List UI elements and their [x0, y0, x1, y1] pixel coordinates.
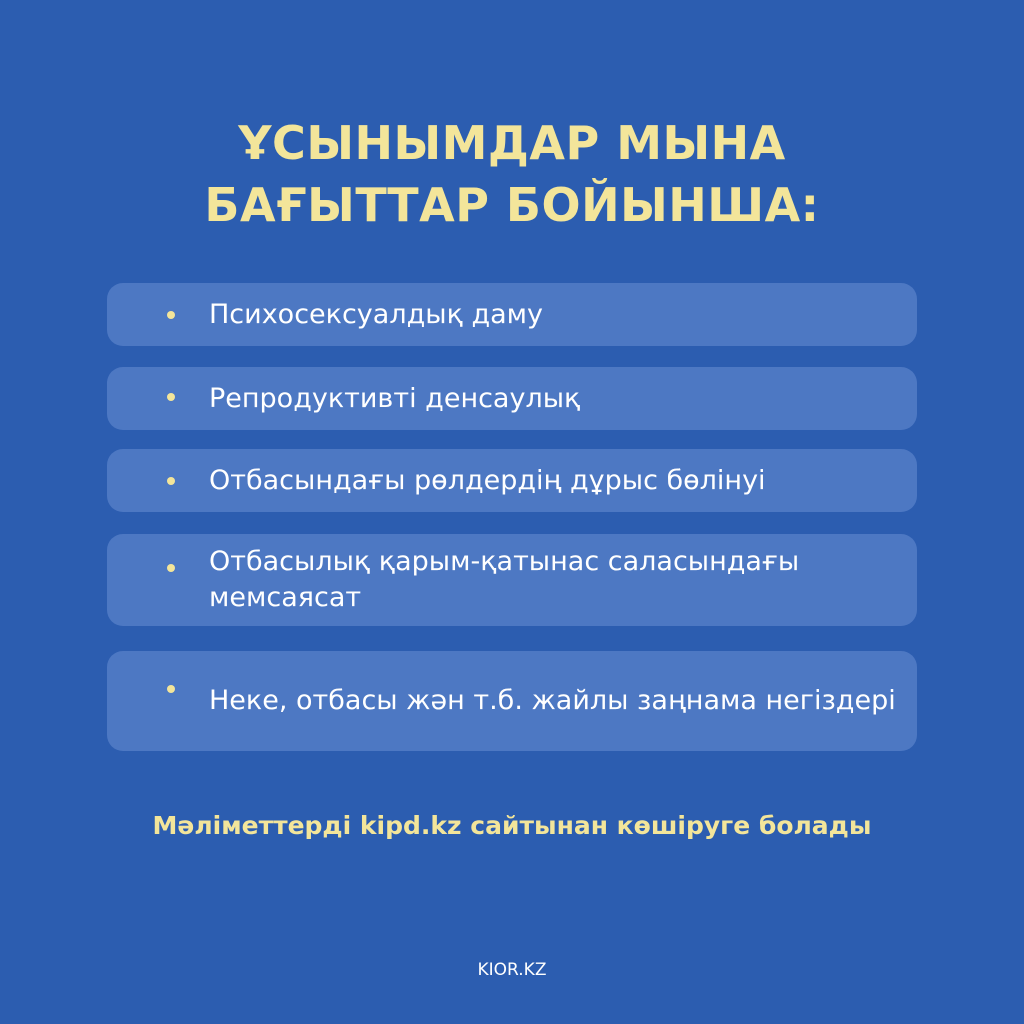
bullet-icon — [167, 685, 175, 693]
bullet-icon — [167, 477, 175, 485]
bullet-icon — [167, 311, 175, 319]
bullet-icon — [167, 393, 175, 401]
topic-item-family-roles — [107, 449, 917, 512]
topic-item-label: Неке, отбасы жән т.б. жайлы заңнама негіздері — [209, 685, 896, 716]
topic-item-family-policy — [107, 534, 917, 626]
topic-item-label: Отбасындағы рөлдердің дұрыс бөлінуі — [209, 464, 766, 496]
topic-item-label: Отбасылық қарым-қатынас саласындағы мемсаясат — [209, 546, 800, 613]
topic-item-psychosexual-development — [107, 283, 917, 346]
brand-footer: KIOR.KZ — [477, 960, 547, 980]
topic-item-reproductive-health — [107, 367, 917, 430]
bullet-icon — [167, 564, 175, 572]
topic-item-label: Репродуктивті денсаулық — [209, 382, 581, 414]
source-note: Мәліметтерді kipd.kz сайтынан көшіруге болады — [152, 811, 872, 840]
topic-item-family-law — [107, 651, 917, 751]
page-title — [0, 112, 1024, 236]
title-line-2: БАҒЫТТАР БОЙЫНША: — [204, 178, 820, 232]
topic-item-label: Психосексуалдық даму — [209, 298, 544, 330]
title-line-1: ҰСЫНЫМДАР МЫНА — [238, 116, 786, 170]
